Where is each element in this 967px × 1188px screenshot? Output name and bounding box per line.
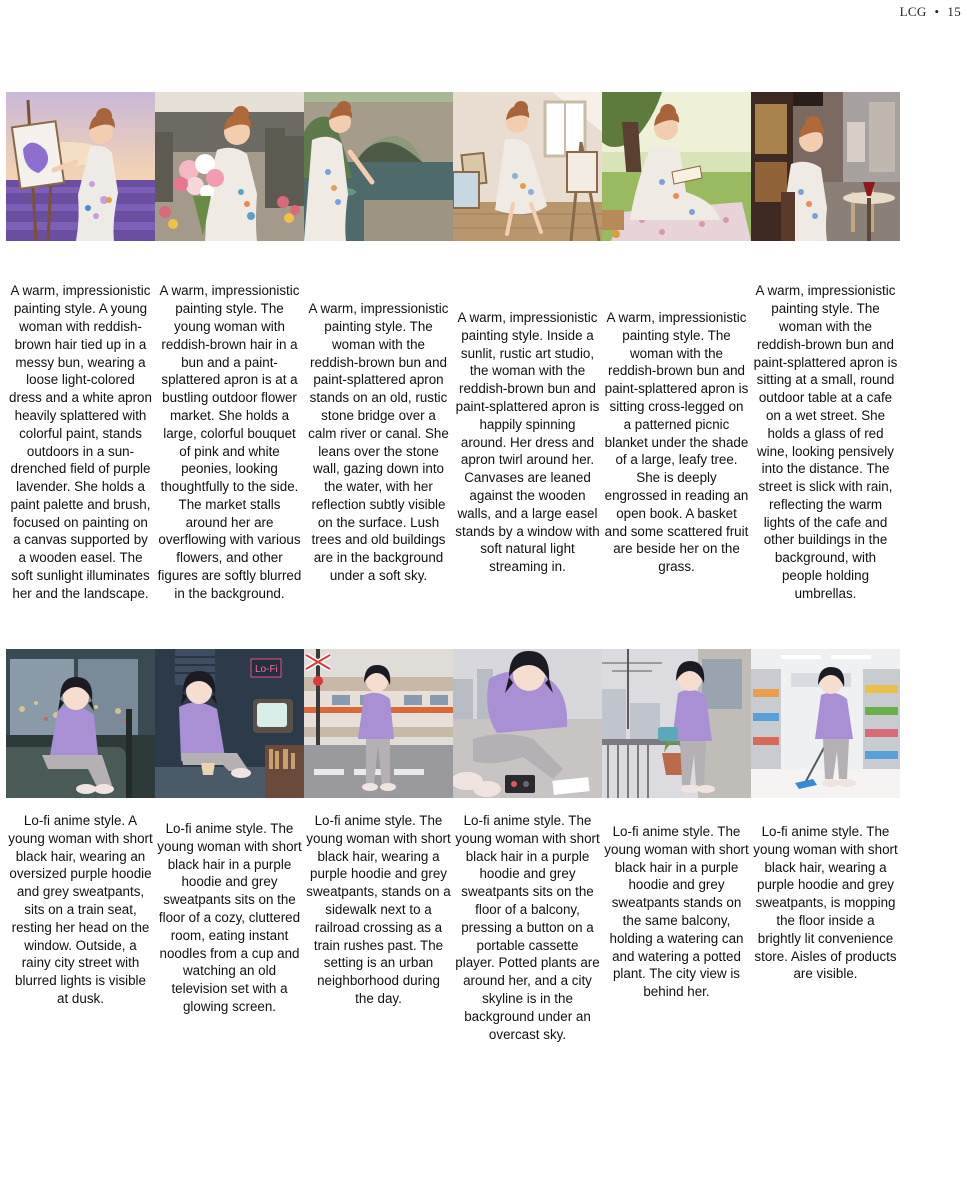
row2-images — [6, 649, 900, 798]
caption-balcony-watering: Lo-fi anime style. The young woman with short black hair in a purple hoodie and grey sweatpants stands on the same balcony, holding a watering can and watering a potted plant. The city view is behind her. — [604, 824, 749, 1000]
caption-flower-market: A warm, impressionistic painting style. The young woman with reddish-brown hair in a bun and a paint-splattered apron is at a bustling outdoor flower market. She holds a large, colorful bouquet of pink and white peonies, looking thoughtfully to the side. The market stalls around her are overflowing with various flowers, and other figures are softly blurred in the background. — [157, 283, 302, 601]
caption-cafe-rainy-street: A warm, impressionistic painting style. The woman with the reddish-brown bun and paint-splattered apron is sitting at a small, round outdoor table at a cafe on a wet street. She holds a glass of red wine, looking pensively into the distance. The street is slick with rain, reflecting the warm lights of the cafe and other buildings in the background, with people holding umbrellas. — [753, 283, 898, 601]
woman-picnic-reading-image — [602, 92, 751, 241]
row1-images — [6, 92, 900, 241]
figure-grid — [6, 92, 900, 1120]
caption-train-seat: Lo-fi anime style. A young woman with short black hair, wearing an oversized purple hoodie and grey sweatpants, sits on a train seat, resting her head on the window. Outside, a rainy city street with blurred lights is visible at dusk. — [8, 813, 153, 1006]
caption-railroad-crossing: Lo-fi anime style. The young woman with short black hair, wearing a purple hoodie and grey sweatpants, stands on a sidewalk next to a railroad crossing as a train rushes past. The setting is an urban neighborhood during the day. — [306, 813, 451, 1006]
caption-convenience-store: Lo-fi anime style. The young woman with short black hair, wearing a purple hoodie and grey sweatpants, is mopping the floor inside a brightly lit convenience store. Aisles of products are visible. — [753, 824, 898, 982]
caption-stone-bridge: A warm, impressionistic painting style. The woman with the reddish-brown bun and paint-splattered apron stands on an old, rustic stone bridge over a calm river or canal. She leans over the stone wall, gazing down into the water, with her reflection subtly visible on the surface. Lush trees and old buildings are in the background under a soft sky. — [308, 301, 449, 584]
caption-picnic-reading: A warm, impressionistic painting style. The woman with the reddish-brown bun and paint-splattered apron is sitting cross-legged on a patterned picnic blanket under the shade of a large, leafy tree. She is deeply engrossed in reading an open book. A basket and some scattered fruit are beside her on the grass. — [604, 310, 749, 575]
caption-art-studio: A warm, impressionistic painting style. Inside a sunlit, rustic art studio, the woman with the reddish-brown bun and paint-splattered apron is happily spinning around. Her dress and apron twirl around her. Canvases are leaned against the wooden walls, and a large easel stands by a window with soft natural light streaming in. — [455, 310, 600, 575]
caption-cluttered-room: Lo-fi anime style. The young woman with short black hair in a purple hoodie and grey sweatpants sits on the floor of a cozy, cluttered room, eating instant noodles from a cup and watching an old television set with a glowing screen. — [157, 821, 302, 1014]
girl-cluttered-room-tv-image — [155, 649, 304, 798]
girl-railroad-crossing-image — [304, 649, 453, 798]
woman-sunlit-art-studio-image — [453, 92, 602, 241]
row1-captions — [6, 241, 900, 644]
girl-convenience-store-mopping-image — [751, 649, 900, 798]
running-header — [900, 4, 961, 20]
page-number: 15 — [947, 4, 961, 19]
caption-balcony-cassette: Lo-fi anime style. The young woman with short black hair in a purple hoodie and grey sweatpants sits on the floor of a balcony, pressing a button on a portable cassette player. Potted plants are around her, and a city skyline is in the background under an overcast sky. — [455, 813, 600, 1042]
lofi-neon-sign: Lo-Fi — [255, 664, 278, 675]
woman-flower-market-image — [155, 92, 304, 241]
running-title: LCG — [899, 4, 927, 19]
caption-lavender-field: A warm, impressionistic painting style. A young woman with reddish-brown hair tied up in a messy bun, wearing a loose light-colored dress and a white apron heavily splattered with colorful paint, stands outdoors in a sun-drenched field of purple lavender. She holds a paint palette and brush, focused on painting on a canvas supported by a wooden easel. The soft sunlight illuminates her and the landscape. — [9, 283, 152, 601]
girl-train-seat-window-image — [6, 649, 155, 798]
woman-stone-bridge-canal-image — [304, 92, 453, 241]
header-separator: • — [934, 4, 940, 19]
girl-balcony-watering-image — [602, 649, 751, 798]
girl-balcony-cassette-image — [453, 649, 602, 798]
woman-painting-lavender-field-image — [6, 92, 155, 241]
woman-cafe-rainy-street-image — [751, 92, 900, 241]
row2-captions — [6, 798, 900, 1120]
